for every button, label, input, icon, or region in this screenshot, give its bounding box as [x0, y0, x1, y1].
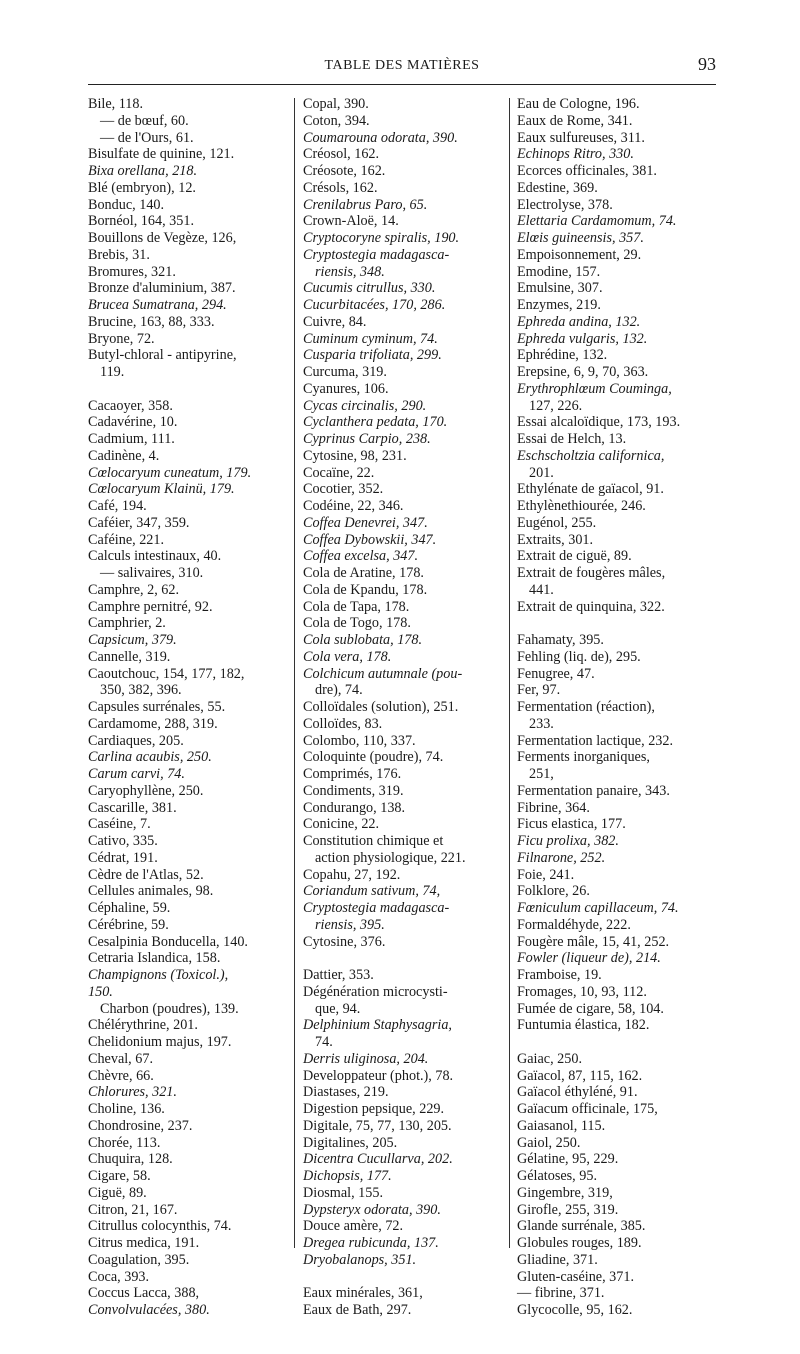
index-entry: Caryophyllène, 250.	[88, 782, 204, 799]
index-entry: Fenugree, 47.	[517, 665, 595, 682]
index-entry: — salivaires, 310.	[100, 565, 204, 581]
index-entry: Cryptostegia madagasca-	[303, 246, 450, 263]
index-entry: Créosol, 162.	[303, 146, 380, 163]
column-divider-1	[294, 98, 295, 1248]
index-entry: Eaux de Rome, 341.	[517, 112, 633, 129]
index-entry: Gélatine, 95, 229.	[517, 1151, 619, 1168]
page-number: 93	[698, 54, 716, 74]
index-entry: Condiments, 319.	[303, 782, 404, 799]
index-entry: Extrait de quinquina, 322.	[517, 598, 665, 615]
index-entry: Diastases, 219.	[303, 1084, 389, 1101]
index-entry: Carum carvi, 74.	[88, 766, 185, 782]
index-entry: Cardiaques, 205.	[88, 732, 184, 749]
index-entry: Cola vera, 178.	[303, 648, 392, 665]
index-entry: Delphinium Staphysagria,	[303, 1017, 452, 1034]
index-entry: Gluten-caséine, 371.	[517, 1268, 635, 1285]
index-entry: Fer, 97.	[517, 682, 561, 699]
index-entry: Cycas circinalis, 290.	[303, 397, 427, 414]
index-entry: Cola de Tapa, 178.	[303, 598, 410, 615]
index-entry: Gaiac, 250.	[517, 1050, 583, 1067]
index-entry: Enzymes, 219.	[517, 297, 601, 313]
index-entry: Elœis guineensis, 357.	[517, 230, 644, 246]
index-entry: Bisulfate de quinine, 121.	[88, 146, 235, 163]
index-entry: Cuminum cyminum, 74.	[303, 330, 438, 347]
index-entry: Fahamaty, 395.	[517, 632, 604, 648]
index-entry: Gaiasanol, 115.	[517, 1117, 606, 1134]
index-entry: Ficus elastica, 177.	[517, 816, 626, 833]
index-entry: Gaiol, 250.	[517, 1134, 581, 1151]
index-entry: Gliadine, 371.	[517, 1251, 598, 1268]
index-entry: Copal, 390.	[303, 96, 369, 112]
index-entry: Ficu prolixa, 382.	[517, 833, 619, 849]
index-entry: Camphrier, 2.	[88, 615, 166, 632]
index-entry: 350, 382, 396.	[100, 682, 182, 699]
index-entry: Formaldéhyde, 222.	[517, 916, 631, 933]
index-entry: Céphaline, 59.	[88, 900, 171, 916]
index-entry: Caoutchouc, 154, 177, 182,	[88, 665, 245, 682]
index-entry: Developpateur (phot.), 78.	[303, 1067, 454, 1084]
index-entry: Capsicum, 379.	[88, 632, 177, 648]
index-entry: Digitale, 75, 77, 130, 205.	[303, 1117, 452, 1134]
index-entry: dre), 74.	[315, 682, 363, 699]
index-entry: Cuivre, 84.	[303, 313, 367, 330]
index-entry: Globules rouges, 189.	[517, 1235, 642, 1251]
index-entry: Fermentation lactique, 232.	[517, 732, 674, 749]
index-entry: Cœlocaryum cuneatum, 179.	[88, 464, 252, 481]
index-entry: 74.	[315, 1034, 333, 1050]
index-entry: Cola de Kpandu, 178.	[303, 581, 428, 598]
index-entry: Gaïacol éthyléné, 91.	[517, 1084, 638, 1101]
section-gap	[303, 950, 499, 967]
index-entry: Bile, 118.	[88, 96, 144, 112]
index-entry: Conicine, 22.	[303, 816, 380, 833]
index-entry: riensis, 348.	[315, 263, 385, 280]
index-entry: Ciguë, 89.	[88, 1184, 147, 1201]
index-entry: Empoisonnement, 29.	[517, 246, 642, 263]
index-entry: Bromures, 321.	[88, 263, 176, 280]
index-entry: Coumarouna odorata, 390.	[303, 129, 458, 146]
index-entry: Constitution chimique et	[303, 833, 444, 849]
index-entry: Ethylénate de gaïacol, 91.	[517, 481, 664, 498]
index-entry: Fœniculum capillaceum, 74.	[517, 900, 679, 916]
index-entry: Colloïdales (solution), 251.	[303, 699, 459, 715]
index-entry: Colloïdes, 83.	[303, 715, 383, 732]
index-entry: Copahu, 27, 192.	[303, 866, 401, 883]
index-entry: Chélérythrine, 201.	[88, 1017, 198, 1034]
page-header	[88, 54, 716, 82]
index-entry: Convolvulacées, 380.	[88, 1302, 210, 1318]
index-entry: Cardamome, 288, 319.	[88, 715, 218, 732]
index-entry: Calculs intestinaux, 40.	[88, 548, 222, 565]
index-entry: Digestion pepsique, 229.	[303, 1101, 445, 1117]
index-entry: Cellules animales, 98.	[88, 883, 214, 900]
index-entry: Ecorces officinales, 381.	[517, 163, 657, 179]
index-entry: Eaux de Bath, 297.	[303, 1302, 412, 1318]
index-entry: Gaïacum officinale, 175,	[517, 1101, 658, 1117]
index-entry: Brucine, 163, 88, 333.	[88, 313, 215, 330]
index-entry: Ephrédine, 132.	[517, 347, 608, 364]
index-entry: Filnarone, 252.	[517, 849, 606, 866]
index-entry: 201.	[529, 464, 554, 481]
index-entry: Cryptocoryne spiralis, 190.	[303, 230, 460, 246]
index-entry: Eaux sulfureuses, 311.	[517, 129, 645, 146]
index-entry: Eugénol, 255.	[517, 514, 597, 531]
index-entry: Cigare, 58.	[88, 1168, 151, 1184]
section-gap	[88, 381, 284, 398]
index-entry: Ephreda vulgaris, 132.	[517, 330, 648, 347]
running-title: TABLE DES MATIÈRES	[324, 58, 480, 73]
index-entry: Café, 194.	[88, 498, 147, 514]
index-entry: Foie, 241.	[517, 866, 575, 883]
index-entry: Fumée de cigare, 58, 104.	[517, 1000, 664, 1017]
index-entry: Extrait de fougères mâles,	[517, 565, 666, 581]
index-entry: Cetraria Islandica, 158.	[88, 950, 221, 967]
section-gap	[303, 1269, 499, 1286]
index-entry: Cyprinus Carpio, 238.	[303, 431, 431, 447]
index-column-2	[303, 96, 499, 1319]
index-entry: Capsules surrénales, 55.	[88, 699, 226, 715]
index-entry: Dypsteryx odorata, 390.	[303, 1201, 441, 1218]
index-entry: Digitalines, 205.	[303, 1134, 398, 1151]
index-entry: Dicentra Cucullarva, 202.	[303, 1151, 453, 1168]
index-entry: Bryone, 72.	[88, 330, 155, 347]
index-entry: 233.	[529, 715, 554, 732]
index-entry: Edestine, 369.	[517, 179, 598, 196]
section-gap	[517, 1034, 717, 1051]
index-entry: Coccus Lacca, 388,	[88, 1285, 200, 1302]
index-entry: Caféine, 221.	[88, 531, 165, 548]
index-entry: Essai alcaloïdique, 173, 193.	[517, 414, 681, 431]
index-entry: Cytosine, 376.	[303, 933, 386, 950]
index-entry: Colombo, 110, 337.	[303, 732, 416, 749]
index-entry: — fibrine, 371.	[517, 1285, 605, 1302]
index-entry: Fermentation (réaction),	[517, 699, 655, 715]
index-entry: Coloquinte (poudre), 74.	[303, 749, 444, 766]
index-entry: Citron, 21, 167.	[88, 1201, 178, 1218]
index-entry: Echinops Ritro, 330.	[517, 146, 634, 163]
index-entry: Ephreda andina, 132.	[517, 313, 641, 330]
index-entry: Brebis, 31.	[88, 246, 150, 263]
index-entry: Bronze d'aluminium, 387.	[88, 280, 236, 297]
index-entry: Chuquira, 128.	[88, 1151, 173, 1168]
index-entry: Cascarille, 381.	[88, 799, 177, 816]
index-entry: Cucurbitacées, 170, 286.	[303, 297, 446, 313]
index-entry: Coriandum sativum, 74,	[303, 883, 441, 900]
index-entry: — de l'Ours, 61.	[100, 129, 194, 146]
index-entry: Crenilabrus Paro, 65.	[303, 196, 428, 213]
index-entry: Crésols, 162.	[303, 179, 378, 196]
index-entry: Cédrat, 191.	[88, 849, 158, 866]
index-entry: Cola sublobata, 178.	[303, 632, 423, 648]
index-entry: Folklore, 26.	[517, 883, 590, 900]
index-entry: Citrullus colocynthis, 74.	[88, 1218, 232, 1235]
index-entry: Charbon (poudres), 139.	[100, 1000, 239, 1017]
index-entry: 150.	[88, 983, 113, 1000]
index-entry: Cadavérine, 10.	[88, 414, 178, 431]
index-column-3	[517, 96, 717, 1319]
index-entry: Dattier, 353.	[303, 967, 374, 983]
index-entry: Cheval, 67.	[88, 1050, 154, 1067]
index-entry: Bornéol, 164, 351.	[88, 213, 195, 230]
index-entry: Colchicum autumnale (pou-	[303, 665, 463, 682]
index-entry: Eau de Cologne, 196.	[517, 96, 640, 112]
index-entry: Bixa orellana, 218.	[88, 163, 198, 179]
column-divider-2	[509, 98, 510, 1248]
index-entry: Cativo, 335.	[88, 833, 158, 849]
index-entry: Coagulation, 395.	[88, 1251, 190, 1268]
header-rule	[88, 84, 716, 85]
index-entry: Framboise, 19.	[517, 967, 602, 983]
index-entry: Electrolyse, 378.	[517, 196, 613, 213]
index-entry: Gaïacol, 87, 115, 162.	[517, 1067, 643, 1084]
index-entry: Dégénération microcysti-	[303, 983, 448, 1000]
index-entry: Cèdre de l'Atlas, 52.	[88, 866, 204, 883]
index-entry: Bouillons de Vegèze, 126,	[88, 230, 237, 246]
index-entry: Fibrine, 364.	[517, 799, 590, 816]
index-entry: Chelidonium majus, 197.	[88, 1034, 232, 1050]
index-entry: Chorée, 113.	[88, 1134, 161, 1151]
index-entry: Fougère mâle, 15, 41, 252.	[517, 933, 670, 950]
index-entry: Dregea rubicunda, 137.	[303, 1235, 439, 1251]
index-entry: Emulsine, 307.	[517, 280, 603, 297]
index-entry: Cadmium, 111.	[88, 431, 175, 447]
index-entry: Dryobalanops, 351.	[303, 1251, 417, 1268]
index-entry: Eaux minérales, 361,	[303, 1285, 423, 1302]
index-entry: 127, 226.	[529, 397, 583, 414]
index-entry: Fermentation panaire, 343.	[517, 782, 670, 799]
index-entry: Carlina acaubis, 250.	[88, 749, 212, 766]
index-entry: Erythrophlœum Couminga,	[517, 380, 672, 397]
index-entry: — de bœuf, 60.	[100, 112, 189, 129]
index-entry: Essai de Helch, 13.	[517, 431, 627, 447]
index-entry: Derris uliginosa, 204.	[303, 1050, 429, 1067]
index-entry: Elettaria Cardamomum, 74.	[517, 213, 677, 230]
index-entry: Erepsine, 6, 9, 70, 363.	[517, 364, 649, 380]
index-entry: Chondrosine, 237.	[88, 1117, 193, 1134]
index-entry: 251,	[529, 766, 554, 782]
index-entry: Créosote, 162.	[303, 163, 386, 179]
index-entry: Curcuma, 319.	[303, 364, 387, 380]
index-entry: Funtumia élastica, 182.	[517, 1017, 650, 1034]
index-entry: Bonduc, 140.	[88, 196, 165, 213]
index-entry: Coffea Dybowskii, 347.	[303, 531, 437, 548]
index-entry: Ethylènethiourée, 246.	[517, 498, 646, 514]
index-entry: Codéine, 22, 346.	[303, 498, 404, 514]
index-entry: Cola de Togo, 178.	[303, 615, 411, 632]
index-entry: Fromages, 10, 93, 112.	[517, 983, 647, 1000]
index-entry: Dichopsis, 177.	[303, 1168, 392, 1184]
index-entry: Cucumis citrullus, 330.	[303, 280, 436, 297]
index-entry: Champignons (Toxicol.),	[88, 967, 229, 983]
index-entry: Cadinène, 4.	[88, 447, 160, 464]
index-entry: Fowler (liqueur de), 214.	[517, 950, 661, 967]
index-entry: Cyanures, 106.	[303, 380, 389, 397]
index-entry: Cocaïne, 22.	[303, 464, 375, 481]
index-entry: Glycocolle, 95, 162.	[517, 1302, 633, 1318]
index-entry: que, 94.	[315, 1000, 361, 1017]
index-entry: Condurango, 138.	[303, 799, 406, 816]
index-entry: Choline, 136.	[88, 1101, 165, 1117]
index-entry: Cérébrine, 59.	[88, 916, 169, 933]
index-entry: Cusparia trifoliata, 299.	[303, 347, 442, 364]
index-entry: 119.	[100, 364, 125, 380]
index-entry: Gélatoses, 95.	[517, 1168, 597, 1184]
index-entry: Citrus medica, 191.	[88, 1235, 200, 1251]
index-entry: riensis, 395.	[315, 916, 385, 933]
index-entry: Butyl-chloral - antipyrine,	[88, 347, 237, 364]
index-entry: Coffea Denevrei, 347.	[303, 514, 428, 531]
index-entry: Caséine, 7.	[88, 816, 151, 833]
index-entry: Glande surrénale, 385.	[517, 1218, 646, 1235]
index-entry: Chèvre, 66.	[88, 1067, 154, 1084]
index-entry: Ferments inorganiques,	[517, 749, 650, 766]
index-entry: Cocotier, 352.	[303, 481, 384, 498]
index-entry: Cesalpinia Bonducella, 140.	[88, 933, 248, 950]
index-entry: Cryptostegia madagasca-	[303, 900, 450, 916]
index-entry: Cœlocaryum Klainü, 179.	[88, 481, 235, 498]
index-entry: action physiologique, 221.	[315, 849, 466, 866]
index-entry: Coffea excelsa, 347.	[303, 548, 419, 565]
index-entry: Extrait de ciguë, 89.	[517, 548, 632, 565]
index-entry: Cannelle, 319.	[88, 648, 171, 665]
index-entry: Fehling (liq. de), 295.	[517, 648, 641, 665]
index-entry: Girofle, 255, 319.	[517, 1201, 619, 1218]
index-entry: Gingembre, 319,	[517, 1184, 613, 1201]
index-entry: Caféier, 347, 359.	[88, 514, 190, 531]
index-entry: Eschscholtzia californica,	[517, 447, 665, 464]
index-entry: Diosmal, 155.	[303, 1184, 383, 1201]
index-column-1	[88, 96, 284, 1319]
index-entry: Extraits, 301.	[517, 531, 594, 548]
index-entry: Coca, 393.	[88, 1268, 150, 1285]
section-gap	[517, 615, 717, 632]
index-entry: Brucea Sumatrana, 294.	[88, 297, 227, 313]
index-entry: Blé (embryon), 12.	[88, 179, 196, 196]
index-entry: Douce amère, 72.	[303, 1218, 404, 1235]
index-entry: Camphre, 2, 62.	[88, 581, 180, 598]
index-entry: Cyclanthera pedata, 170.	[303, 414, 448, 431]
index-entry: Emodine, 157.	[517, 263, 601, 280]
index-entry: Coton, 394.	[303, 112, 370, 129]
index-entry: Cacaoyer, 358.	[88, 397, 173, 414]
index-entry: Camphre pernitré, 92.	[88, 598, 213, 615]
index-entry: Comprimés, 176.	[303, 766, 402, 782]
index-entry: Chlorures, 321.	[88, 1084, 177, 1101]
index-entry: Cytosine, 98, 231.	[303, 447, 407, 464]
index-entry: 441.	[529, 581, 554, 598]
index-entry: Cola de Aratine, 178.	[303, 565, 424, 581]
index-entry: Crown-Aloë, 14.	[303, 213, 399, 230]
